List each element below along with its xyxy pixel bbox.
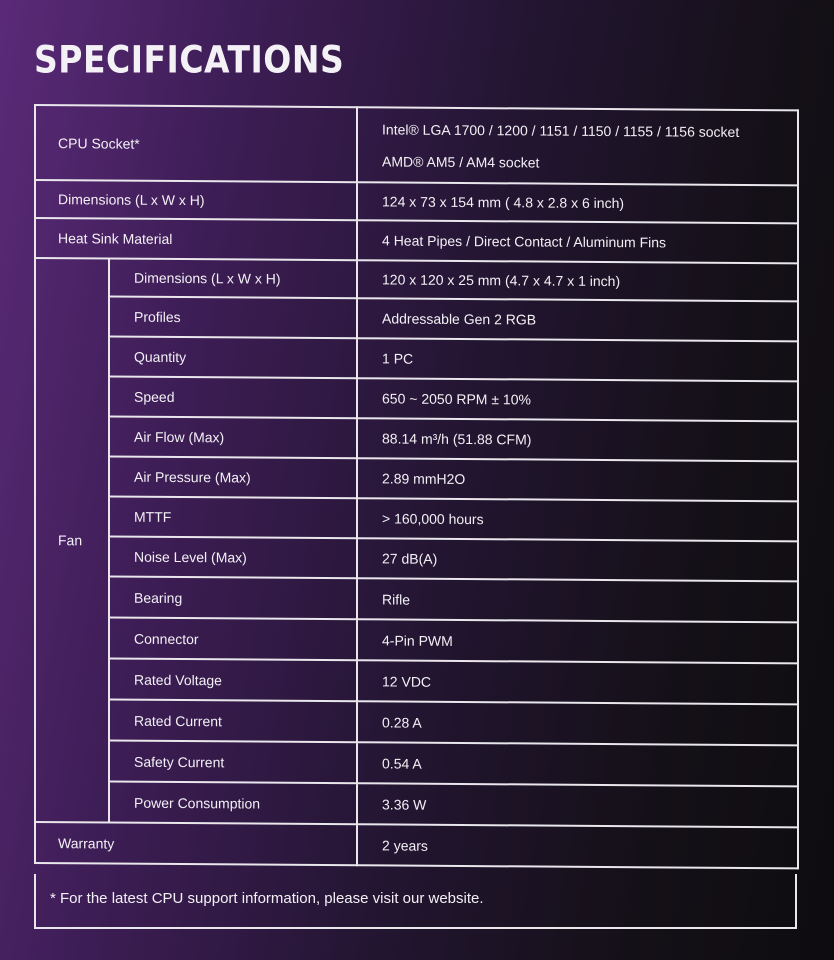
- spec-row-fan-speed: [35, 376, 798, 421]
- spec-row-fan-airflow: [35, 416, 798, 461]
- fan-spec-value: 4-Pin PWM: [357, 619, 798, 663]
- spec-row-fan-connector: [35, 617, 798, 663]
- page-title: SPECIFICATIONS: [34, 38, 345, 82]
- spec-row-fan-bearing: [35, 576, 798, 622]
- fan-spec-value: 3.36 W: [357, 783, 798, 827]
- spec-row-fan-rated-voltage: [35, 658, 798, 704]
- warranty-label: Warranty: [35, 822, 357, 865]
- dimensions-label: Dimensions (L x W x H): [35, 180, 357, 220]
- warranty-value: 2 years: [357, 824, 798, 868]
- fan-spec-label: Dimensions (L x W x H): [109, 259, 357, 299]
- fan-spec-value: 27 dB(A): [357, 538, 798, 581]
- fan-spec-value: Addressable Gen 2 RGB: [357, 298, 798, 341]
- dimensions-value: 124 x 73 x 154 mm ( 4.8 x 2.8 x 6 inch): [357, 182, 798, 223]
- fan-spec-label: Air Flow (Max): [109, 417, 357, 459]
- fan-spec-value: 88.14 m³/h (51.88 CFM): [357, 418, 798, 461]
- spec-row-fan-rated-current: [35, 699, 798, 745]
- fan-spec-label: Safety Current: [109, 741, 357, 784]
- spec-row-fan-noise: [35, 536, 798, 581]
- heat-sink-value: 4 Heat Pipes / Direct Contact / Aluminum Fins: [357, 220, 798, 263]
- fan-spec-label: Rated Current: [109, 700, 357, 743]
- cpu-support-footnote: * For the latest CPU support information, please visit our website.: [34, 874, 797, 929]
- fan-spec-value: 0.54 A: [357, 742, 798, 786]
- spec-row-heat-sink: [35, 218, 798, 263]
- fan-spec-value: 12 VDC: [357, 660, 798, 704]
- spec-row-fan-power: [35, 781, 798, 827]
- cpu-socket-label: CPU Socket*: [35, 105, 357, 182]
- heat-sink-label: Heat Sink Material: [35, 218, 357, 260]
- cpu-socket-amd: AMD® AM5 / AM4 socket: [382, 152, 540, 171]
- fan-spec-label: Power Consumption: [109, 782, 357, 825]
- fan-spec-label: Noise Level (Max): [109, 537, 357, 579]
- fan-spec-label: Rated Voltage: [109, 659, 357, 702]
- fan-spec-label: Bearing: [109, 577, 357, 620]
- fan-spec-value: 1 PC: [357, 338, 798, 381]
- fan-spec-label: Connector: [109, 618, 357, 661]
- fan-spec-label: Quantity: [109, 337, 357, 379]
- spec-row-fan-air-pressure: [35, 456, 798, 501]
- fan-spec-value: Rifle: [357, 578, 798, 622]
- fan-spec-label: Speed: [109, 377, 357, 419]
- fan-spec-value: 2.89 mmH2O: [357, 458, 798, 501]
- fan-spec-value: 120 x 120 x 25 mm (4.7 x 4.7 x 1 inch): [357, 260, 798, 301]
- specifications-table: [34, 104, 799, 869]
- fan-spec-label: Air Pressure (Max): [109, 457, 357, 499]
- fan-spec-value: 650 ~ 2050 RPM ± 10%: [357, 378, 798, 421]
- spec-row-cpu-socket: [35, 105, 798, 185]
- spec-row-dimensions: [35, 180, 798, 223]
- fan-spec-value: 0.28 A: [357, 701, 798, 745]
- fan-spec-label: Profiles: [109, 297, 357, 339]
- spec-row-fan-profiles: [35, 296, 798, 341]
- cpu-socket-intel: Intel® LGA 1700 / 1200 / 1151 / 1150 / 1155 / 1156 socket: [382, 120, 740, 140]
- cpu-socket-value: [357, 107, 798, 185]
- spec-row-fan-dimensions: [35, 258, 798, 301]
- spec-row-fan-safety-current: [35, 740, 798, 786]
- spec-row-fan-quantity: [35, 336, 798, 381]
- fan-spec-value: > 160,000 hours: [357, 498, 798, 541]
- fan-spec-label: MTTF: [109, 497, 357, 539]
- spec-row-fan-mttf: [35, 496, 798, 541]
- fan-label: Fan: [35, 258, 109, 823]
- spec-row-warranty: [35, 822, 798, 868]
